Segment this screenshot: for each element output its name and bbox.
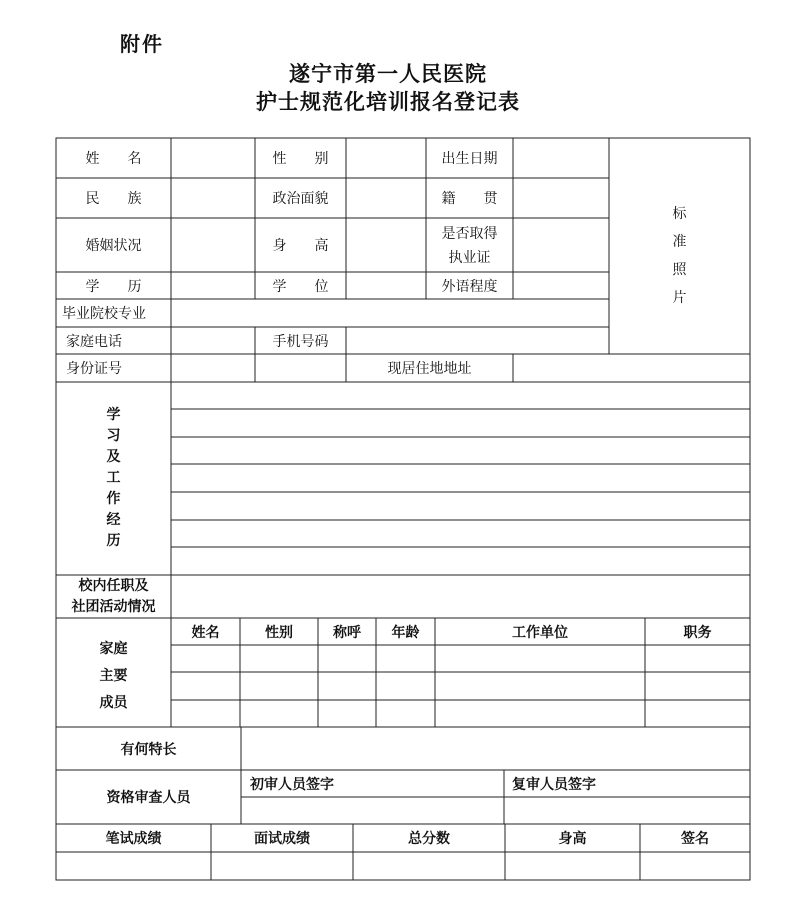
label-name: 姓 名 (85, 151, 142, 167)
label-license-line1: 是否取得 (441, 226, 498, 242)
campus-line1: 校内任职及 (78, 578, 149, 594)
foreign-language-field[interactable] (514, 273, 608, 298)
document-title-form: 护士规范化培训报名登记表 (256, 90, 520, 114)
total-score-field[interactable] (354, 853, 504, 879)
experience-area[interactable] (172, 383, 749, 574)
signature-field[interactable] (641, 853, 749, 879)
label-degree: 学 位 (272, 278, 329, 295)
second-review-signature-field[interactable] (505, 798, 749, 823)
experience-char: 习 (106, 428, 121, 444)
ethnicity-field[interactable] (172, 179, 254, 217)
education-field[interactable] (172, 273, 254, 298)
birthdate-field[interactable] (514, 139, 608, 177)
family-label-line: 主要 (99, 668, 128, 684)
photo-char: 准 (672, 234, 687, 250)
label-reviewer: 资格审查人员 (106, 790, 191, 806)
label-education: 学 历 (85, 278, 142, 295)
label-address: 现居住地地址 (387, 361, 472, 377)
label-second-review-signature: 复审人员签字 (512, 776, 596, 793)
license-field[interactable] (514, 219, 608, 271)
gender-field[interactable] (347, 139, 425, 177)
marital-status-field[interactable] (172, 219, 254, 271)
document-title-hospital: 遂宁市第一人民医院 (289, 62, 487, 86)
label-gender: 性 别 (272, 151, 329, 167)
label-campus-activities (56, 576, 171, 618)
label-total-score: 总分数 (408, 831, 450, 847)
mobile-field[interactable] (347, 328, 608, 353)
label-height: 身 高 (272, 238, 329, 254)
label-specialty: 有何特长 (120, 741, 177, 758)
family-label-line: 成员 (99, 695, 128, 711)
label-written-score: 笔试成绩 (105, 831, 162, 847)
height-field[interactable] (347, 219, 425, 271)
label-political-status: 政治面貌 (272, 191, 329, 207)
family-header-employer: 工作单位 (512, 624, 568, 641)
family-label-line: 家庭 (99, 641, 128, 657)
label-signature: 签名 (681, 831, 709, 847)
photo-placeholder[interactable] (609, 200, 750, 312)
photo-char: 照 (672, 262, 687, 278)
family-header-name: 姓名 (191, 624, 220, 641)
label-license (426, 222, 513, 270)
label-home-phone: 家庭电话 (66, 333, 122, 350)
name-field[interactable] (172, 139, 254, 177)
campus-activities-field[interactable] (172, 576, 749, 617)
label-ethnicity: 民 族 (85, 191, 142, 207)
school-major-field[interactable] (172, 300, 608, 326)
photo-char: 片 (672, 290, 687, 306)
label-family (56, 636, 171, 717)
family-header-relation: 称呼 (333, 624, 361, 641)
address-field[interactable] (514, 355, 749, 381)
experience-char: 及 (106, 449, 121, 465)
experience-char: 作 (106, 491, 121, 507)
interview-score-field[interactable] (212, 853, 352, 879)
family-header-age: 年龄 (391, 624, 420, 641)
label-interview-score: 面试成绩 (254, 831, 310, 847)
attachment-label: 附件 (120, 32, 164, 56)
experience-char: 历 (106, 533, 121, 549)
campus-line2: 社团活动情况 (71, 599, 156, 615)
first-review-signature-field[interactable] (242, 798, 503, 823)
id-number-field[interactable] (172, 355, 254, 381)
home-phone-field[interactable] (172, 328, 254, 353)
label-license-line2: 执业证 (448, 250, 491, 266)
written-score-field[interactable] (57, 853, 210, 879)
label-school-major: 毕业院校专业 (62, 306, 146, 322)
native-place-field[interactable] (514, 179, 608, 217)
family-members-area[interactable] (172, 646, 749, 726)
degree-field[interactable] (347, 273, 425, 298)
photo-char: 标 (672, 206, 687, 222)
label-birthdate: 出生日期 (441, 151, 498, 167)
label-foreign-language: 外语程度 (441, 278, 498, 295)
score-height-field[interactable] (506, 853, 639, 879)
experience-char: 工 (106, 470, 121, 486)
label-experience (56, 405, 171, 552)
label-id-number: 身份证号 (66, 361, 122, 377)
label-marital-status: 婚姻状况 (85, 238, 142, 254)
label-native-place: 籍 贯 (441, 191, 498, 207)
family-header-gender: 性别 (265, 624, 293, 641)
political-status-field[interactable] (347, 179, 425, 217)
label-first-review-signature: 初审人员签字 (250, 776, 334, 793)
label-score-height: 身高 (558, 831, 587, 847)
experience-char: 经 (106, 512, 121, 528)
experience-char: 学 (106, 407, 121, 423)
label-mobile: 手机号码 (272, 333, 329, 350)
specialty-field[interactable] (242, 728, 749, 769)
family-header-position: 职务 (683, 624, 712, 641)
